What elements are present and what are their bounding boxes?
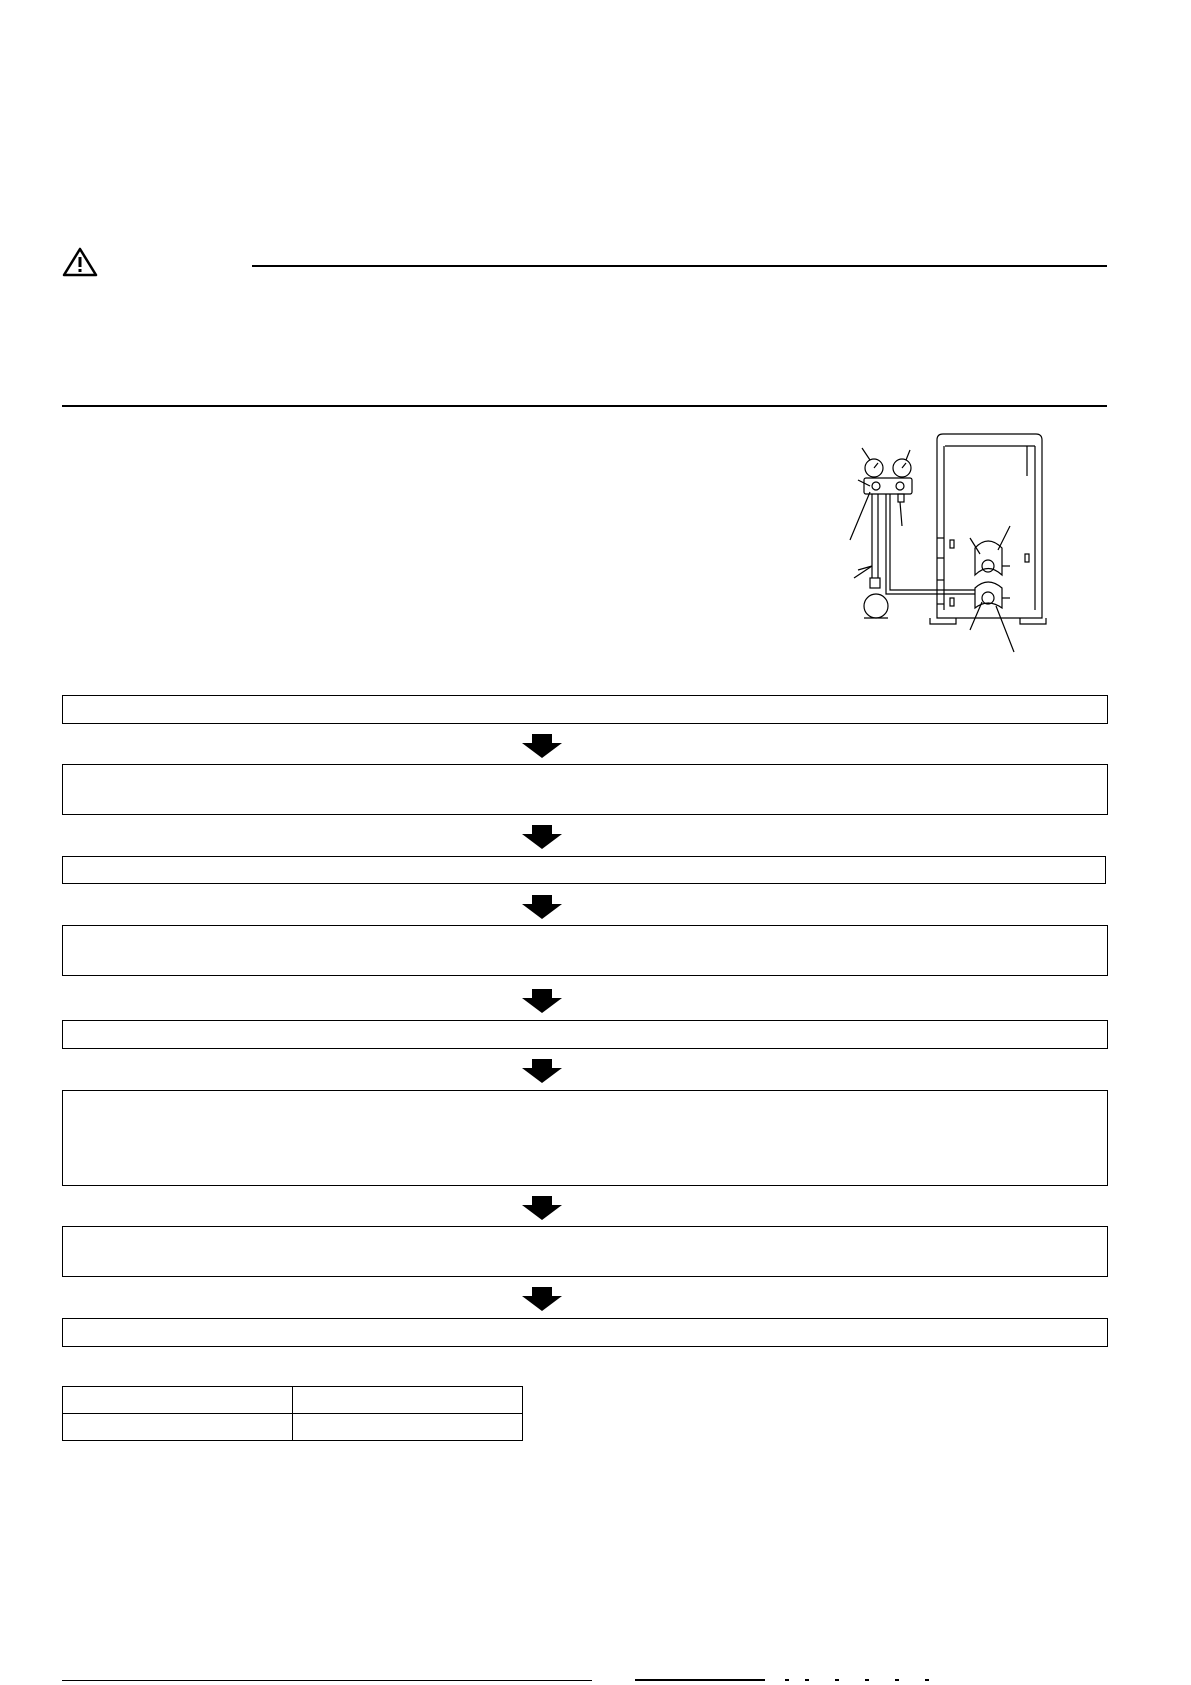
step-box-4 bbox=[62, 925, 1108, 976]
warning-triangle-icon bbox=[62, 246, 98, 278]
arrow-down-icon bbox=[522, 734, 562, 758]
caution-bottom-rule bbox=[62, 405, 1107, 407]
step-box-8 bbox=[62, 1318, 1108, 1347]
arrow-down-icon bbox=[522, 989, 562, 1013]
arrow-down-icon bbox=[522, 825, 562, 849]
footer-decoration bbox=[635, 1678, 935, 1682]
step-box-5 bbox=[62, 1020, 1108, 1049]
table-cell bbox=[63, 1414, 293, 1441]
step-box-3 bbox=[62, 856, 1106, 884]
table-cell bbox=[293, 1414, 523, 1441]
manifold-gauge-vacuum-pump-diagram bbox=[840, 430, 1060, 670]
table-row bbox=[63, 1387, 523, 1414]
step-box-2 bbox=[62, 764, 1108, 815]
step-box-1 bbox=[62, 695, 1108, 724]
caution-header bbox=[62, 246, 1107, 282]
spec-table bbox=[62, 1386, 523, 1441]
arrow-down-icon bbox=[522, 1287, 562, 1311]
arrow-down-icon bbox=[522, 1059, 562, 1083]
table-row bbox=[63, 1414, 523, 1441]
caution-top-rule bbox=[252, 265, 1107, 267]
footer-rule bbox=[62, 1680, 592, 1681]
step-box-6 bbox=[62, 1090, 1108, 1186]
arrow-down-icon bbox=[522, 1196, 562, 1220]
table-cell bbox=[293, 1387, 523, 1414]
arrow-down-icon bbox=[522, 895, 562, 919]
table-cell bbox=[63, 1387, 293, 1414]
step-box-7 bbox=[62, 1226, 1108, 1277]
